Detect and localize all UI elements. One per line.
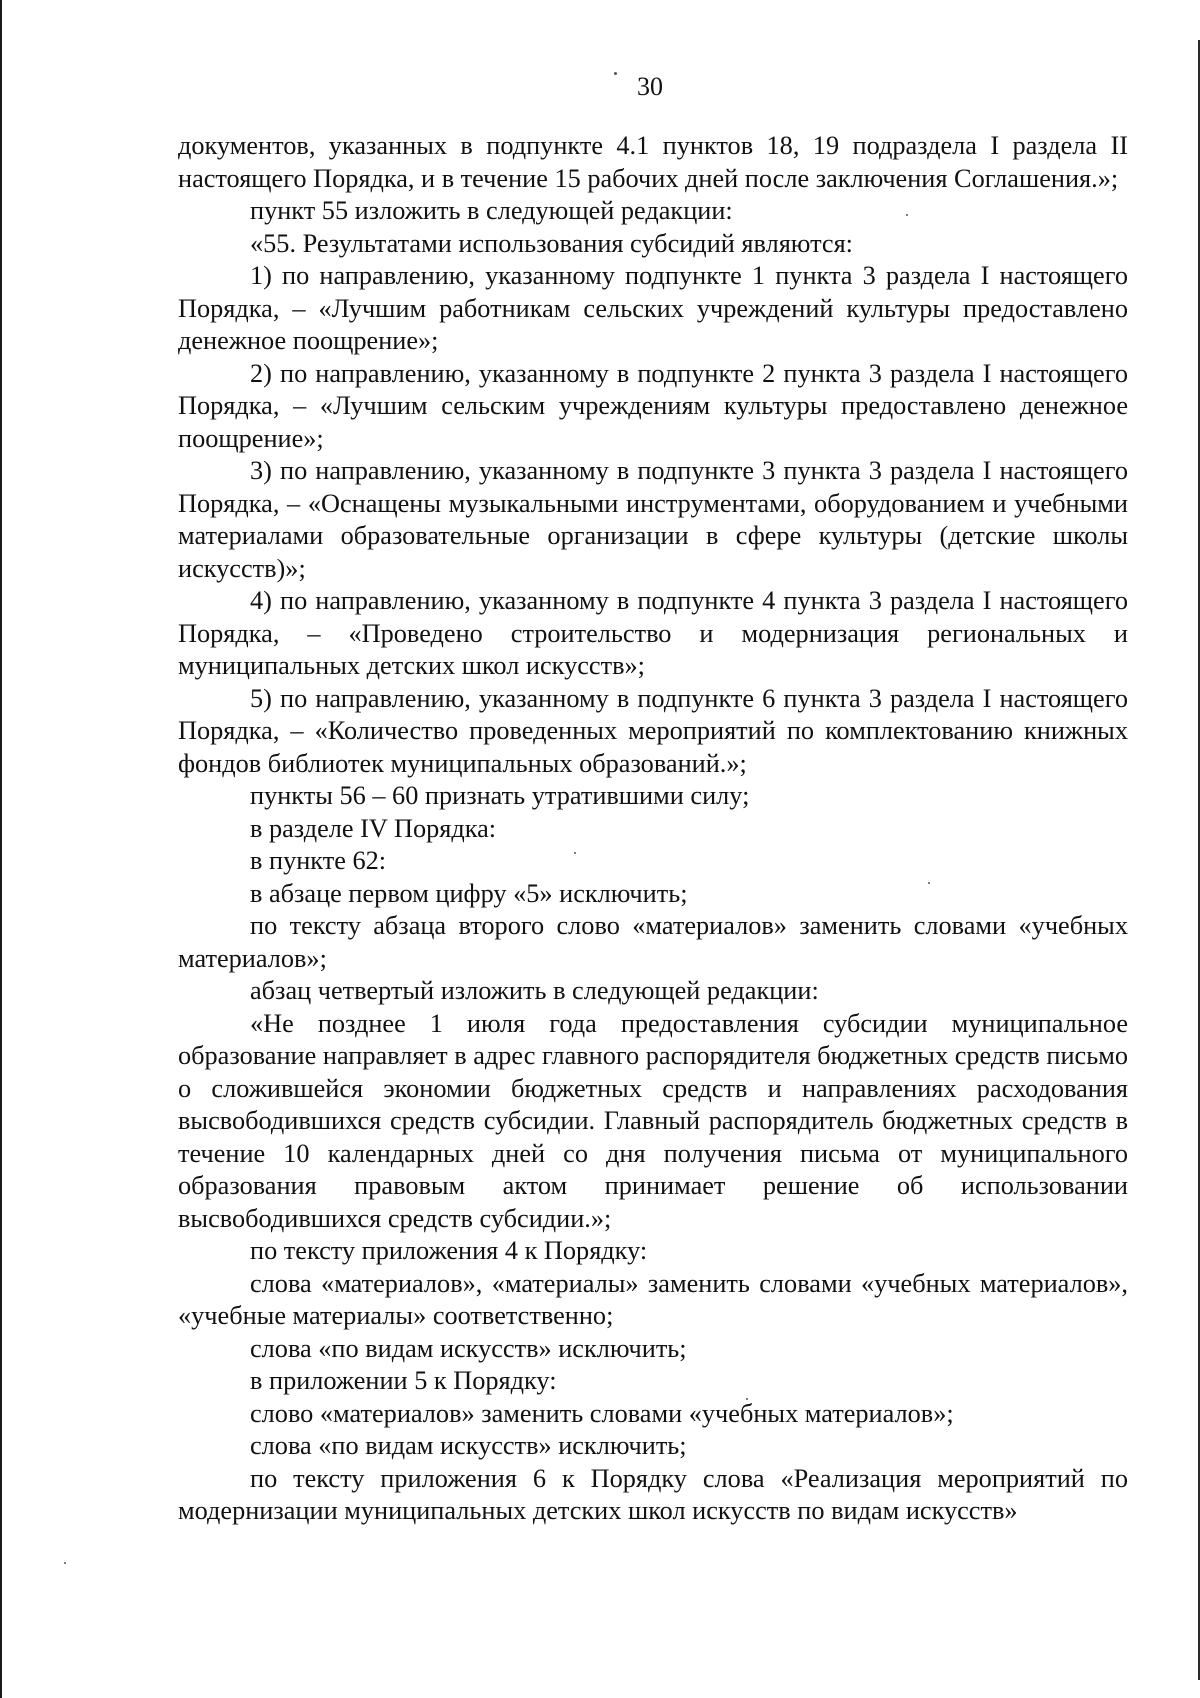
paragraph: в абзаце первом цифру «5» исключить; bbox=[250, 878, 688, 908]
paragraph: по тексту абзаца второго слово «материалов» заменить словами «учебных материалов»; bbox=[178, 911, 1128, 973]
paragraph: слова «материалов», «материалы» заменить словами «учебных материалов», «учебные материалы» соответственно; bbox=[178, 1268, 1128, 1330]
paragraph: пункт 55 изложить в следующей редакции: bbox=[250, 196, 733, 225]
paragraph: 3) по направлению, указанному в подпункте 3 пункта 3 раздела I настоящего Порядка, – «Оснащены музыкальными инструментами, оборудованием и учебными материалами образовательные организации в сфере культуры (детские школы искусств)»; bbox=[178, 456, 1128, 583]
scan-speck bbox=[64, 1562, 66, 1564]
paragraph: абзац четвертый изложить в следующей редакции: bbox=[250, 976, 819, 1005]
paragraph: 1) по направлению, указанному подпункте 1 пункта 3 раздела I настоящего Порядка, – «Лучшим работникам сельских учреждений культуры предоставлено денежное поощрение»; bbox=[178, 261, 1128, 355]
paragraph: в разделе IV Порядка: bbox=[250, 813, 497, 843]
paragraph: 5) по направлению, указанному в подпункте 6 пункта 3 раздела I настоящего Порядка, – «Количество проведенных мероприятий по комплектованию книжных фондов библиотек муниципальных образований.»; bbox=[178, 683, 1128, 778]
page-number: 30 bbox=[637, 72, 663, 101]
paragraph: в приложении 5 к Порядку: bbox=[250, 1366, 557, 1395]
paragraph: по тексту приложения 4 к Порядку: bbox=[250, 1236, 648, 1265]
paragraph: документов, указанных в подпункте 4.1 пунктов 18, 19 подраздела I раздела II настоящего Порядка, и в течение 15 рабочих дней после заключения Соглашения.»; bbox=[178, 131, 1128, 193]
paragraph: 2) по направлению, указанному в подпункте 2 пункта 3 раздела I настоящего Порядка, – «Лучшим сельским учреждениям культуры предоставлено денежное поощрение»; bbox=[178, 358, 1128, 453]
paragraph: слова «по видам искусств» исключить; bbox=[250, 1431, 687, 1460]
paragraph: «55. Результатами использования субсидий являются: bbox=[250, 228, 853, 258]
paragraph: в пункте 62: bbox=[250, 846, 387, 875]
scan-edge-left bbox=[0, 0, 2, 1698]
paragraph: слова «по видам искусств» исключить; bbox=[250, 1333, 687, 1363]
paragraph: по тексту приложения 6 к Порядку слова «Реализация мероприятий по модернизации муниципальных детских школ искусств по видам искусств» bbox=[178, 1463, 1128, 1525]
paragraph: пункты 56 – 60 признать утратившими силу; bbox=[250, 781, 750, 810]
paragraph: слово «материалов» заменить словами «учебных материалов»; bbox=[250, 1398, 954, 1428]
paragraph: 4) по направлению, указанному в подпункте 4 пункта 3 раздела I настоящего Порядка, – «Проведено строительство и модернизация региональных и муниципальных детских школ искусств»; bbox=[178, 586, 1128, 680]
paragraph: «Не позднее 1 июля года предоставления субсидии муниципальное образование направляет в адрес главного распорядителя бюджетных средств письмо о сложившейся экономии бюджетных средств и направлениях расходования высвободившихся средств субсидии. Главный распорядитель бюджетных средств в течение 10 календарных дней со дня получения письма от муниципального образования правовым актом принимает решение об использовании высвободившихся средств субсидии.»; bbox=[178, 1008, 1128, 1233]
document-body bbox=[178, 130, 1128, 1528]
